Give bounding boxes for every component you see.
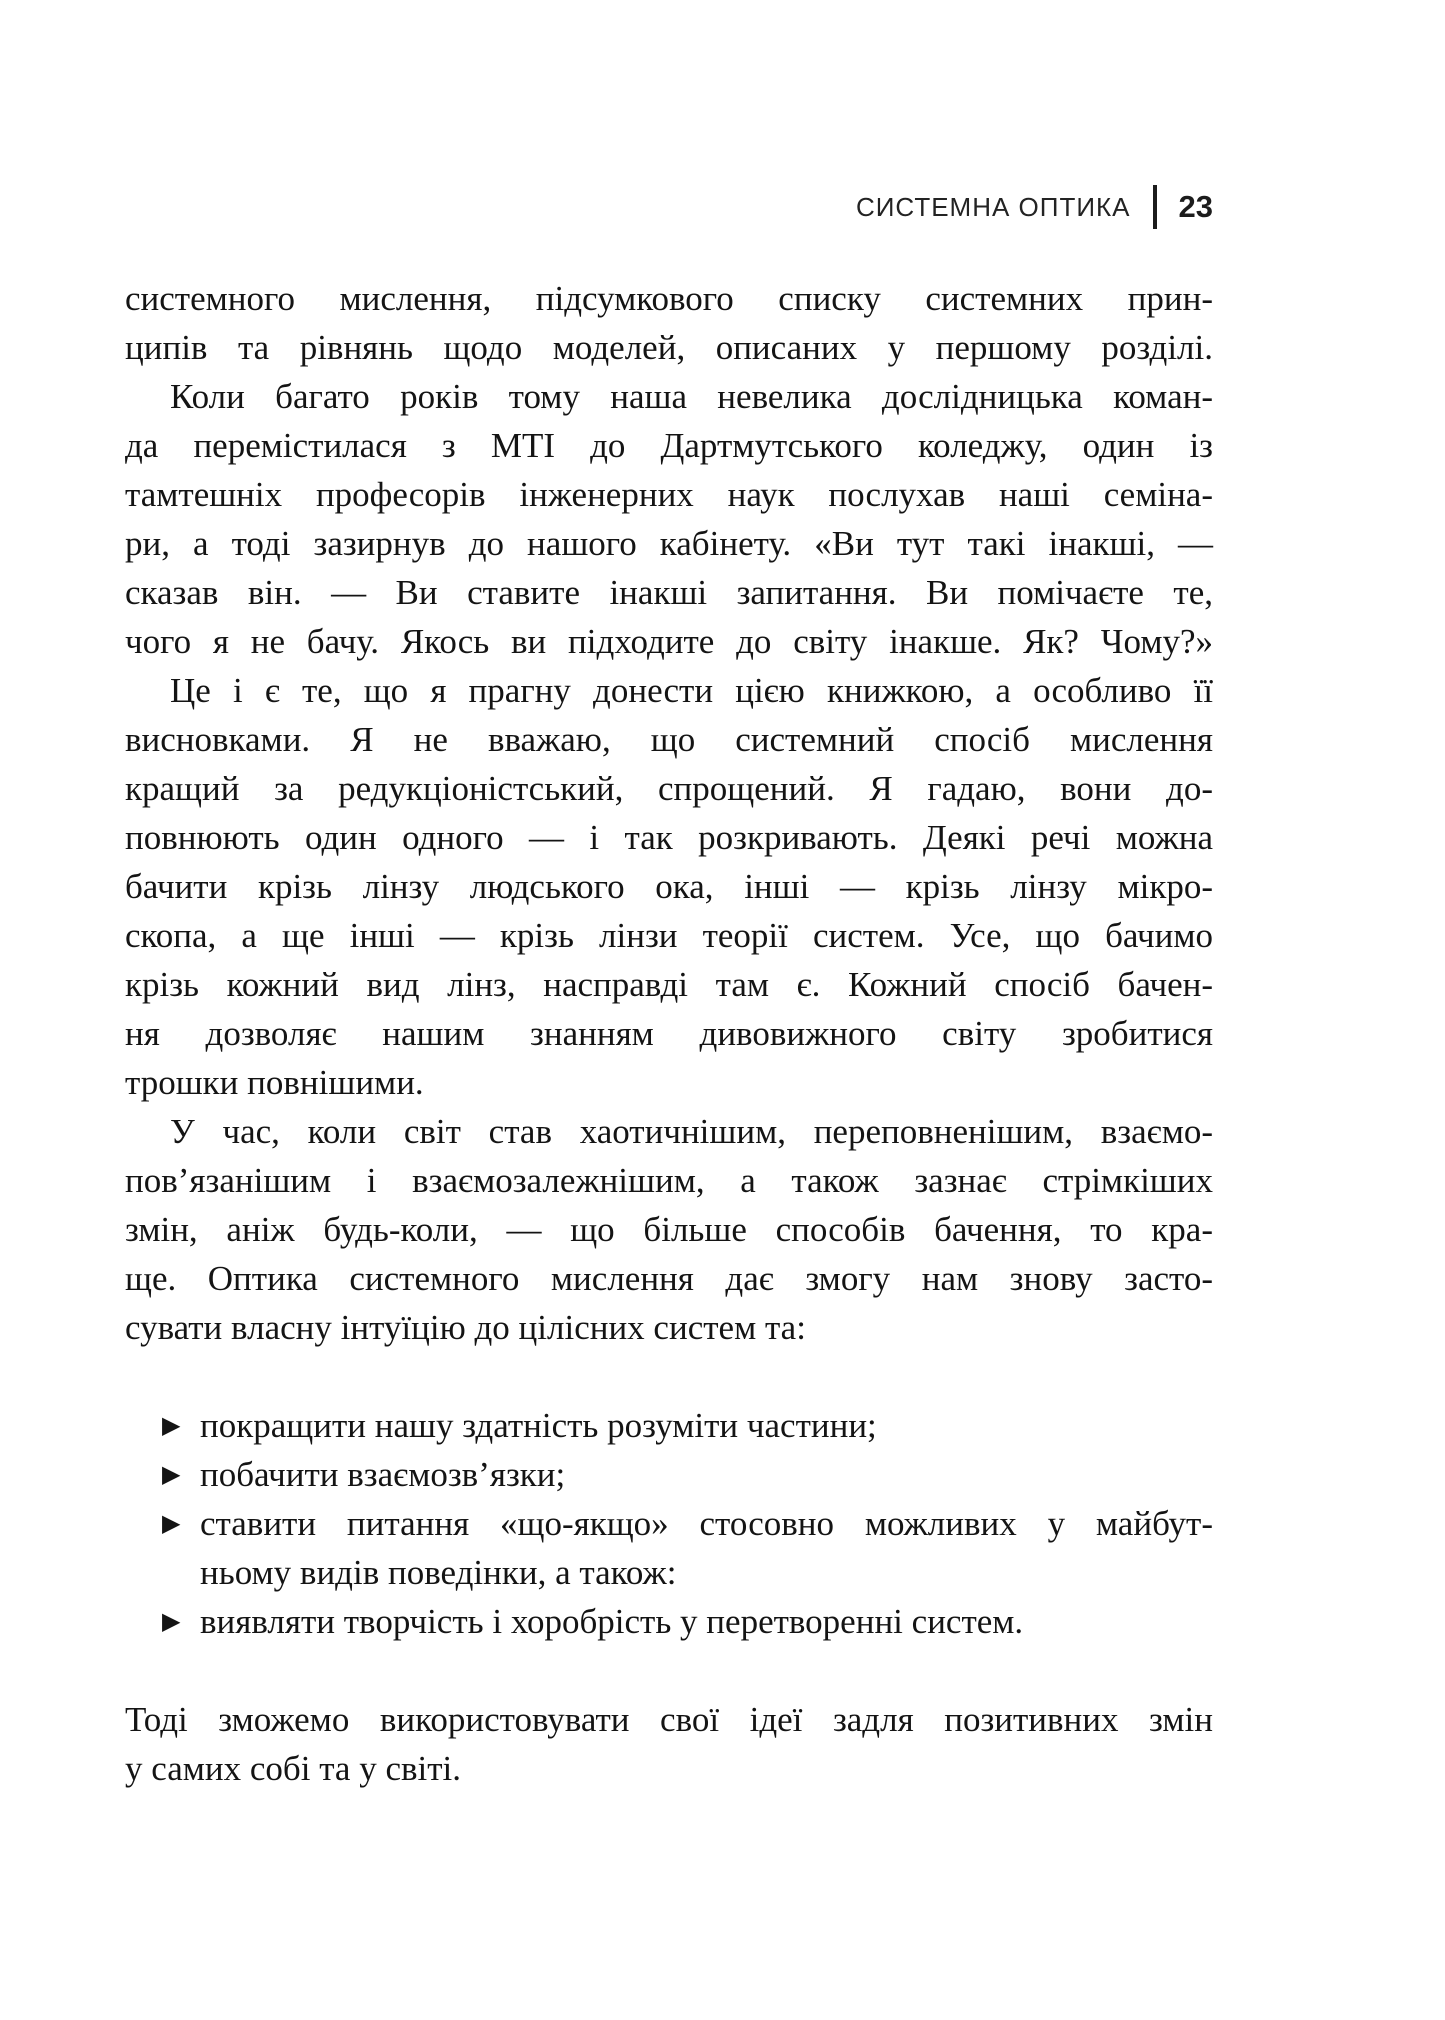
- paragraph: [125, 666, 1213, 1107]
- text-line: повнюють один одного — і так розкривають. Деякі речі можна: [125, 818, 1213, 857]
- text-line: У час, коли світ став хаотичнішим, переповненішим, взаємо-: [170, 1112, 1213, 1151]
- paragraph-gap: [125, 1646, 1213, 1695]
- text-line: ри, а тоді зазирнув до нашого кабінету. «Ви тут такі інакші, —: [125, 524, 1213, 563]
- page-number: 23: [1178, 189, 1213, 224]
- text-line: тамтешніх професорів інженерних наук послухав наші семіна-: [125, 475, 1213, 514]
- text-line: виявляти творчість і хоробрість у перетворенні систем.: [200, 1602, 1024, 1641]
- text-line: ньому видів поведінки, а також:: [200, 1553, 677, 1592]
- page-header: [856, 184, 1213, 230]
- list-item: [125, 1597, 1213, 1646]
- bullet-triangle-icon: ▶: [162, 1411, 181, 1439]
- page-body: [125, 274, 1213, 1793]
- paragraph: [125, 1107, 1213, 1352]
- paragraph: [200, 1597, 1213, 1646]
- text-line: кращий за редукціоністський, спрощений. Я гадаю, вони до-: [125, 769, 1213, 808]
- text-line: сказав він. — Ви ставите інакші запитання. Ви помічаєте те,: [125, 573, 1213, 612]
- bullet-triangle-icon: ▶: [162, 1460, 181, 1488]
- list-item: [125, 1450, 1213, 1499]
- text-line: Це і є те, що я прагну донести цією книжкою, а особливо її: [170, 671, 1213, 710]
- list-item: [125, 1499, 1213, 1597]
- paragraph: [125, 372, 1213, 666]
- body-paragraphs: [125, 274, 1213, 1352]
- text-line: пов’язанішим і взаємозалежнішим, а також зазнає стрімкіших: [125, 1161, 1213, 1200]
- text-line: да перемістилася з МТІ до Дартмутського коледжу, один із: [125, 426, 1213, 465]
- bullet-list: [125, 1401, 1213, 1646]
- list-item: [125, 1401, 1213, 1450]
- bullet-triangle-icon: ▶: [162, 1607, 181, 1635]
- text-line: побачити взаємозв’язки;: [200, 1455, 566, 1494]
- paragraph: [200, 1499, 1213, 1597]
- text-line: ня дозволяє нашим знанням дивовижного світу зробитися: [125, 1014, 1213, 1053]
- text-line: ципів та рівнянь щодо моделей, описаних у першому розділі.: [125, 328, 1213, 367]
- text-line: чого я не бачу. Якось ви підходите до світу інакше. Як? Чому?»: [125, 622, 1213, 661]
- closing-paragraph: [125, 1695, 1213, 1793]
- text-line: бачити крізь лінзу людського ока, інші — крізь лінзу мікро-: [125, 867, 1213, 906]
- paragraph-gap: [125, 1352, 1213, 1401]
- chapter-title: СИСТЕМНА ОПТИКА: [855, 191, 1131, 222]
- text-line: крізь кожний вид лінз, насправді там є. Кожний спосіб бачен-: [125, 965, 1213, 1004]
- paragraph: [200, 1450, 1213, 1499]
- text-line: висновками. Я не вважаю, що системний спосіб мислення: [125, 720, 1213, 759]
- text-line: Тоді зможемо використовувати свої ідеї задля позитивних змін: [125, 1700, 1213, 1739]
- text-line: скопа, а ще інші — крізь лінзи теорії систем. Усе, що бачимо: [125, 916, 1213, 955]
- text-line: трошки повнішими.: [125, 1063, 424, 1102]
- text-line: покращити нашу здатність розуміти частини;: [200, 1406, 877, 1445]
- text-line: у самих собі та у світі.: [125, 1749, 462, 1788]
- text-line: змін, аніж будь-коли, — що більше способів бачення, то кра-: [125, 1210, 1213, 1249]
- text-line: Коли багато років тому наша невелика дослідницька коман-: [170, 377, 1213, 416]
- paragraph: [200, 1401, 1213, 1450]
- header-divider: [1153, 185, 1157, 229]
- text-line: сувати власну інтуїцію до цілісних систем та:: [125, 1308, 806, 1347]
- paragraph: [125, 274, 1213, 372]
- paragraph: [125, 1695, 1213, 1793]
- bullet-triangle-icon: ▶: [162, 1509, 181, 1537]
- text-line: ще. Оптика системного мислення дає змогу нам знову засто-: [125, 1259, 1213, 1298]
- text-line: ставити питання «що-якщо» стосовно можливих у майбут-: [200, 1504, 1213, 1543]
- text-line: системного мислення, підсумкового списку системних прин-: [125, 279, 1213, 318]
